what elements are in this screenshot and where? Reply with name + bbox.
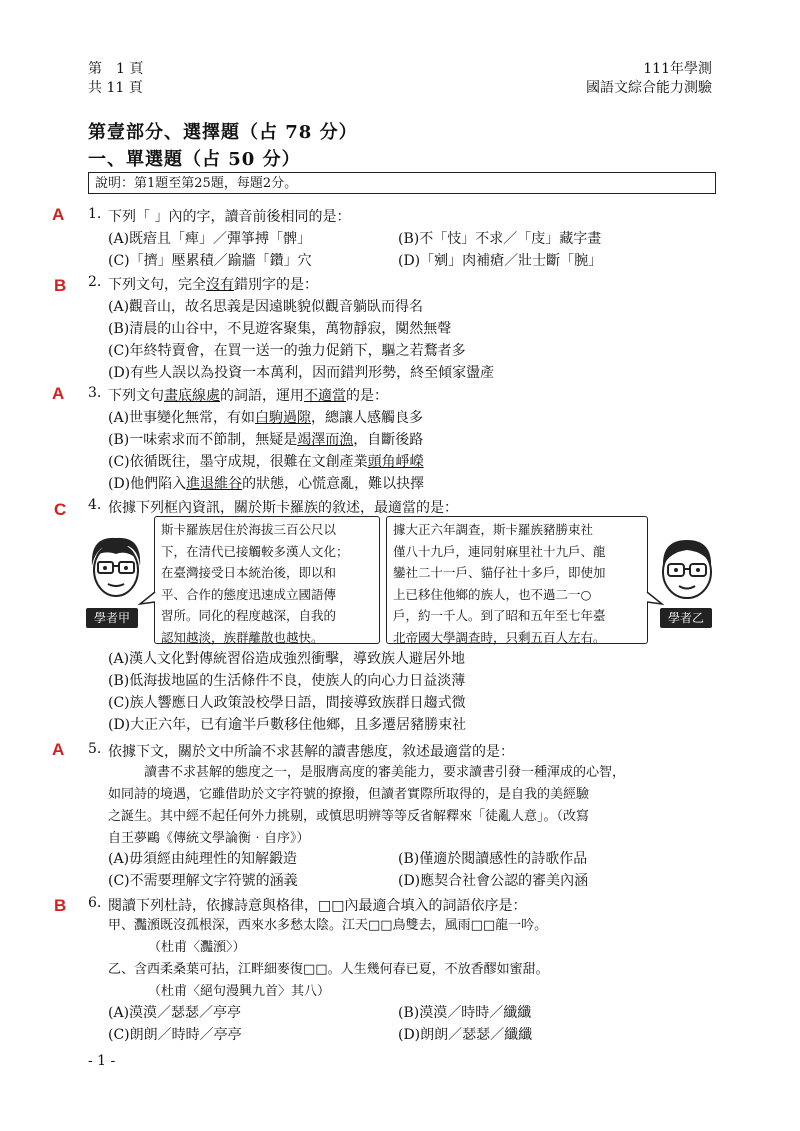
option-a: (A)漠漠／瑟瑟／亭亭 xyxy=(108,1005,242,1021)
scholar-b-box: 據大正六年調查，斯卡羅族豬勝束社 僅八十九戶，連同射麻里社十九戶、龍 鑾社二十一戶、貓仔社十多戶，即使加 上已移住他鄉的族人，也不過二一○ 戶，約一千人。到了昭和五年至七年臺 北帝國大學調查時，只剩五百人左右。 xyxy=(386,516,648,644)
option-b: (B)低海拔地區的生活條件不良，使族人的向心力日益淡薄 xyxy=(108,673,466,689)
page-number: - 1 - xyxy=(88,1053,116,1069)
question-number: 4. xyxy=(88,497,102,513)
answer-marker: A xyxy=(52,384,65,403)
option-d: (D)「剜」肉補瘡／壯士斷「腕」 xyxy=(398,253,603,269)
instructions-box: 說明：第1題至第25題，每題2分。 xyxy=(88,172,716,194)
question-stem: 依據下列框內資訊，關於斯卡羅族的敘述，最適當的是： xyxy=(108,500,458,516)
subsection-title: 一、單選題（占 50 分） xyxy=(88,149,301,170)
question-stem: 下列「 」內的字，讀音前後相同的是： xyxy=(108,209,351,225)
question-number: 2. xyxy=(88,274,102,290)
option-c: (C)朗朗／時時／亭亭 xyxy=(108,1027,242,1043)
option-a: (A)既瘖且「痺」／彈箏搏「髀」 xyxy=(108,231,312,247)
question-stem: 依據下文，關於文中所論不求甚解的讀書態度，敘述最適當的是： xyxy=(108,744,514,760)
question-number: 6. xyxy=(88,895,102,911)
scholar-b-avatar xyxy=(654,532,720,612)
option-b: (B)僅適於閱讀感性的詩歌作品 xyxy=(398,851,588,867)
option-d: (D)大正六年，已有逾半戶數移住他鄉，且多遷居豬勝束社 xyxy=(108,717,467,733)
man-glasses-icon xyxy=(654,532,720,612)
option-a: (A)毋須經由純理性的知解鍛造 xyxy=(108,851,298,867)
option-c: (C)不需要理解文字符號的涵義 xyxy=(108,873,298,889)
option-d: (D)朗朗／瑟瑟／纖纖 xyxy=(398,1027,533,1043)
option-c: (C)族人響應日人政策設校學日語，間接導致族群日趨式微 xyxy=(108,695,466,711)
option-b: (B)一味索求而不節制，無疑是竭澤而漁，自斷後路 xyxy=(108,432,424,448)
exam-subject: 國語文綜合能力測驗 xyxy=(586,80,712,96)
reading-passage: 讀書不求甚解的態度之一，是服膺高度的審美能力，要求讀書引發一種渾成的心智， 如同詩的境遇，它雖借助於文字符號的撩撥，但讀者實際所取得的，是自我的美經驗 之誕生。其中經不起任何外力挑剔，或慎思明辨等等反省解釋來「徒亂人意」。（改寫 自王夢鷗《傳統文學論衡‧自序》） xyxy=(108,765,626,846)
option-a: (A)觀音山，故名思義是因遠眺貌似觀音躺臥而得名 xyxy=(108,299,424,315)
option-c: (C)依循既往，墨守成規，很難在文創產業頭角崢嶸 xyxy=(108,454,424,470)
exam-year: 111年學測 xyxy=(643,61,712,77)
question-number: 1. xyxy=(88,206,102,222)
section-title: 第壹部分、選擇題（占 78 分） xyxy=(88,122,358,143)
scholar-b-label: 學者乙 xyxy=(660,608,712,628)
question-number: 5. xyxy=(88,741,102,757)
poem-b-source: （杜甫〈絕句漫興九首〉其八） xyxy=(148,984,331,999)
option-d: (D)有些人誤以為投資一本萬利，因而錯判形勢，終至傾家盪產 xyxy=(108,365,495,381)
option-a: (A)世事變化無常，有如白駒過隙，總讓人感觸良多 xyxy=(108,410,424,426)
scholar-a-box: 斯卡羅族居住於海拔三百公尺以 下，在清代已接觸較多漢人文化； 在臺灣接受日本統治後，即以和 平、合作的態度迅速成立國語傳 習所。同化的程度越深，自我的 認知越淡，族群離散也越快。 xyxy=(154,516,380,644)
option-d: (D)他們陷入進退維谷的狀態，心慌意亂，難以抉擇 xyxy=(108,476,425,492)
poem-a: 甲、灩澦既沒孤根深，西來水多愁太陰。江天□□鳥雙去，風雨□□龍一吟。 xyxy=(108,918,548,933)
total-pages: 共 11 頁 xyxy=(88,80,143,96)
option-a: (A)漢人文化對傳統習俗造成強烈衝擊，導致族人避居外地 xyxy=(108,651,466,667)
answer-marker: A xyxy=(52,740,65,759)
poem-b: 乙、含西柔桑葉可拈，江畔細麥復□□。人生幾何春已夏，不放香醪如蜜甜。 xyxy=(108,962,549,977)
option-c: (C)年終特賣會，在買一送一的強力促銷下，驅之若鶩者多 xyxy=(108,343,466,359)
question-stem: 閱讀下列杜詩，依據詩意與格律，□□內最適合填入的詞語依序是： xyxy=(108,898,527,914)
option-b: (B)漠漠／時時／纖纖 xyxy=(398,1005,532,1021)
question-stem: 下列文句，完全沒有錯別字的是： xyxy=(108,277,318,293)
question-stem: 下列文句畫底線處的詞語，運用不適當的是： xyxy=(108,388,388,404)
question-number: 3. xyxy=(88,385,102,401)
option-d: (D)應契合社會公認的審美內涵 xyxy=(398,873,589,889)
page-label: 第 1 頁 xyxy=(88,61,144,77)
answer-marker: A xyxy=(52,205,65,224)
answer-marker: B xyxy=(54,276,67,295)
option-c: (C)「擠」壓累積／踰牆「鑽」穴 xyxy=(108,253,312,269)
speech-pointer-a xyxy=(138,590,156,612)
answer-marker: B xyxy=(54,896,67,915)
answer-marker: C xyxy=(54,500,67,519)
scholar-a-label: 學者甲 xyxy=(86,608,138,628)
option-b: (B)清晨的山谷中，不見遊客聚集，萬物靜寂，闃然無聲 xyxy=(108,321,452,337)
option-b: (B)不「忮」不求／「庋」藏字畫 xyxy=(398,231,602,247)
poem-a-source: （杜甫〈灩澦〉） xyxy=(148,940,246,955)
